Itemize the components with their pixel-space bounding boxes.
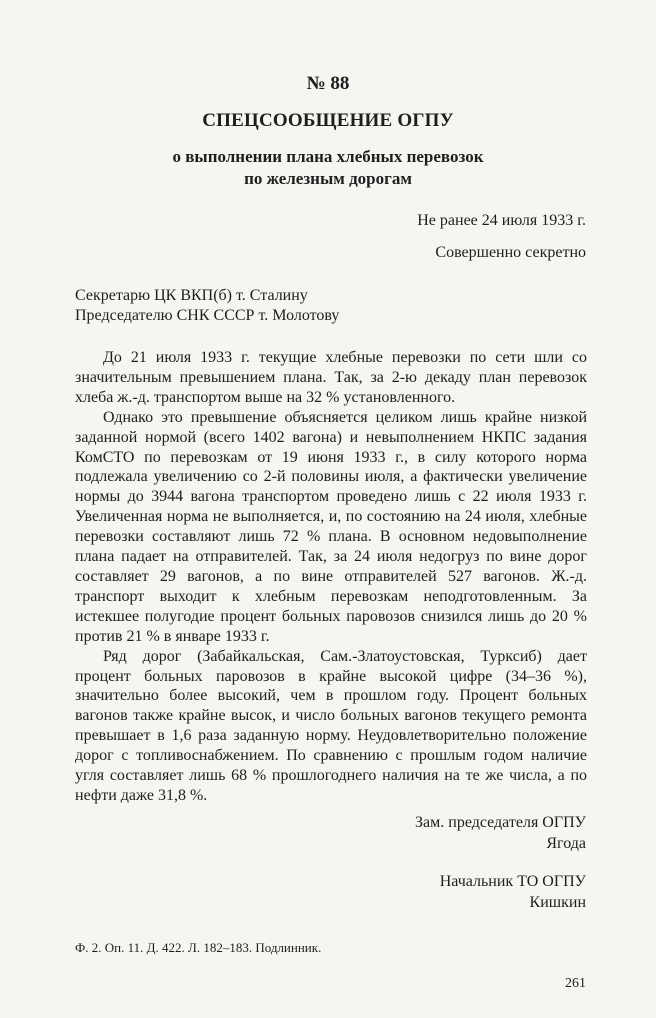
document-date: Не ранее 24 июля 1933 г. [417,212,586,229]
body-paragraph: Ряд дорог (Забайкальская, Сам.-Златоустовская, Турксиб) дает процент больных паровозов в крайне высокой цифре (34–36 %), значительно более высокий, чем в прошлом году. Процент больных вагонов также крайне высок, и число больных вагонов текущего ремонта превышает в 1,6 раза заданную норму. Неудовлетворительно положение дорог с топливоснабжением. По сравнению с прошлым годом наличие угля составляет лишь 68 % прошлогоднего наличия на те же числа, а по нефти даже 31,8 %. [75,647,587,804]
subtitle-line: о выполнении плана хлебных перевозок [172,147,484,166]
subtitle-line: по железным дорогам [244,169,412,188]
signature-position: Начальник ТО ОГПУ [439,873,586,890]
document-subtitle [0,146,656,190]
archive-source-note: Ф. 2. Оп. 11. Д. 422. Л. 182–183. Подлинник. [75,940,322,955]
document-number: № 88 [306,73,350,94]
signature-name: Ягода [546,835,586,852]
signature-name: Кишкин [529,894,586,911]
signature-block [440,871,586,913]
page-number: 261 [565,976,586,991]
addressee-block [75,286,339,326]
classification-label: Совершенно секретно [435,244,586,261]
document-title: СПЕЦСООБЩЕНИЕ ОГПУ [202,110,454,131]
signature-position: Зам. председателя ОГПУ [415,814,586,831]
signature-block [415,812,586,854]
addressee-line: Председателю СНК СССР т. Молотову [75,307,340,324]
addressee-line: Секретарю ЦК ВКП(б) т. Сталину [75,287,308,304]
body-paragraph: До 21 июля 1933 г. текущие хлебные перевозки по сети шли со значительным превышением плана. Так, за 2-ю декаду план перевозок хлеба ж.-д. транспортом выше на 32 % установленного. [75,349,587,406]
document-body [75,348,587,806]
body-paragraph: Однако это превышение объясняется целиком лишь крайне низкой заданной нормой (всего 1402 вагона) и невыполнением НКПС задания КомСТО по перевозкам от 19 июня 1933 г., в силу которого норма подлежала увеличению со 2-й половины июля, а фактически увеличение нормы до 3944 вагона транспортом проведено лишь с 22 июля 1933 г. Увеличенная норма не выполняется, и, по состоянию на 24 июля, хлебные перевозки составляют лишь 72 % плана. В основном недовыполнение плана падает на отправителей. Так, за 24 июля недогруз по вине дорог составляет 29 вагонов, а по вине отправителей 527 вагонов. Ж.-д. транспорт выходит к хлебным перевозкам неподготовленным. За истекшее полугодие процент больных паровозов снизился лишь до 20 % против 21 % в январе 1933 г. [75,408,587,645]
